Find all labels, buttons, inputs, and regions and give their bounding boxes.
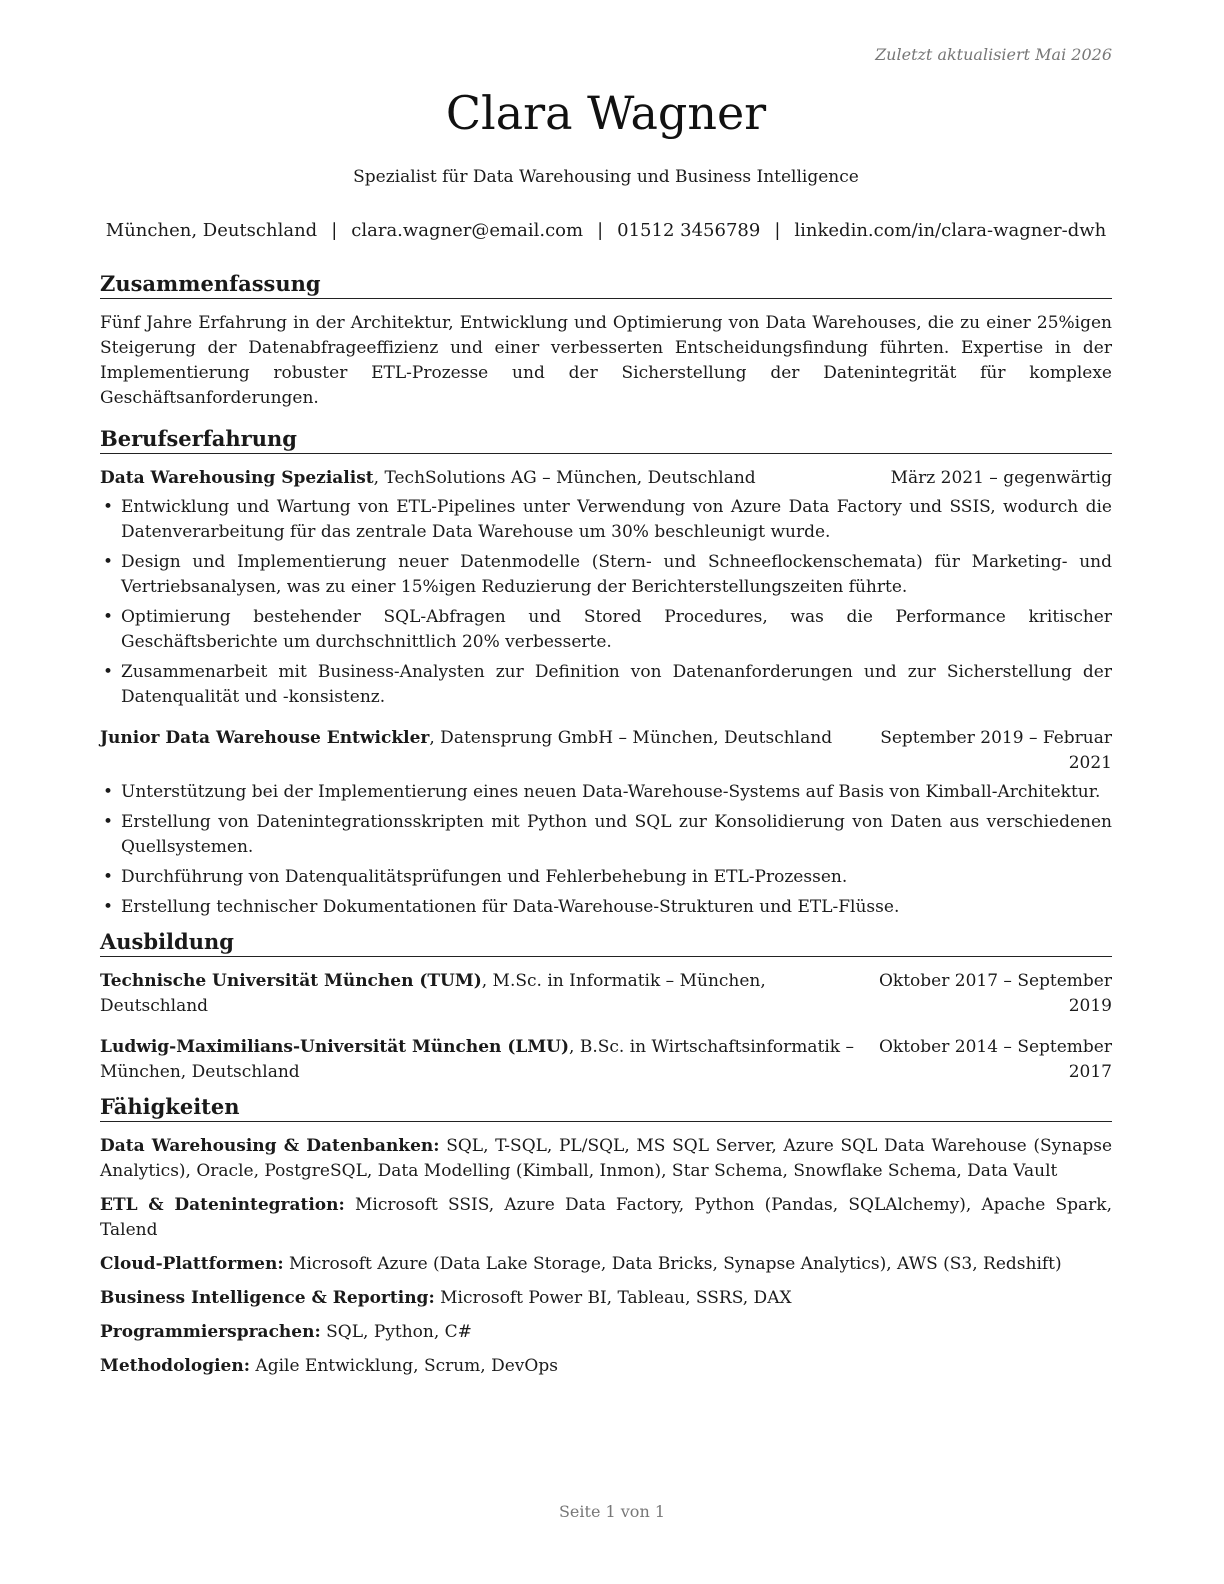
bullet-item (100, 495, 1112, 545)
section-title-education: Ausbildung (100, 928, 1112, 957)
skills-label: Programmiersprachen: (100, 1322, 321, 1342)
skills-line (100, 1286, 1112, 1311)
contact-separator: | (774, 220, 781, 241)
education-entry (100, 969, 1112, 1019)
bullet-icon: • (103, 897, 114, 917)
bullet-icon: • (103, 607, 114, 627)
bullet-text: Unterstützung bei der Implementierung eines neuen Data-Warehouse-Systems auf Basis von Kimball-Architektur. (121, 782, 1101, 802)
contact-location: München, Deutschland (105, 220, 318, 241)
job-bullets (100, 780, 1112, 920)
job-company: , Datensprung GmbH – München, Deutschland (429, 728, 833, 748)
bullet-icon: • (103, 782, 114, 802)
bullet-item (100, 605, 1112, 655)
bullet-item (100, 550, 1112, 600)
contact-email[interactable]: clara.wagner@email.com (351, 220, 584, 241)
section-title-skills: Fähigkeiten (100, 1093, 1112, 1122)
bullet-text: Durchführung von Datenqualitätsprüfungen und Fehlerbehebung in ETL-Prozessen. (121, 867, 848, 887)
skills-line (100, 1354, 1112, 1379)
skills-label: ETL & Datenintegration: (100, 1195, 345, 1215)
bullet-text: Optimierung bestehender SQL-Abfragen und Stored Procedures, was die Performance kritischer Geschäftsberichte um durchschnittlich 20% verbesserte. (121, 607, 1112, 652)
bullet-item (100, 895, 1112, 920)
contact-separator: | (331, 220, 338, 241)
bullet-item (100, 810, 1112, 860)
skills-value: Microsoft Azure (Data Lake Storage, Data Bricks, Synapse Analytics), AWS (S3, Redshift) (283, 1254, 1062, 1274)
education-entry (100, 1035, 1112, 1085)
education-section (100, 928, 1112, 1085)
bullet-text: Erstellung technischer Dokumentationen für Data-Warehouse-Strukturen und ETL-Flüsse. (121, 897, 900, 917)
bullet-text: Erstellung von Datenintegrationsskripten mit Python und SQL zur Konsolidierung von Daten aus verschiedenen Quellsystemen. (121, 812, 1112, 857)
page-number: Seite 1 von 1 (558, 1502, 666, 1521)
skills-value: SQL, Python, C# (320, 1322, 472, 1342)
job-role: Data Warehousing Spezialist (100, 468, 374, 488)
job-entry (100, 726, 1112, 920)
candidate-title: Spezialist für Data Warehousing und Business Intelligence (353, 167, 859, 187)
job-entry (100, 466, 1112, 710)
job-title-line (100, 466, 872, 491)
skills-value: Microsoft SSIS, Azure Data Factory, Python (Pandas, SQLAlchemy), Apache Spark, Talend (100, 1195, 1112, 1240)
bullet-icon: • (103, 662, 114, 682)
last-updated-note: Zuletzt aktualisiert Mai 2026 (875, 45, 1112, 64)
skills-value: Microsoft Power BI, Tableau, SSRS, DAX (434, 1288, 792, 1308)
bullet-item (100, 660, 1112, 710)
bullet-text: Design und Implementierung neuer Datenmodelle (Stern- und Schneeflockenschemata) für Marketing- und Vertriebsanalysen, was zu einer 15%igen Reduzierung der Berichterstellungszeiten führte. (121, 552, 1112, 597)
bullet-icon: • (103, 552, 114, 572)
education-school: Technische Universität München (TUM) (100, 971, 482, 991)
skills-line (100, 1252, 1112, 1277)
skills-label: Business Intelligence & Reporting: (100, 1288, 435, 1308)
contact-linkedin[interactable]: linkedin.com/in/clara-wagner-dwh (794, 220, 1107, 241)
summary-text: Fünf Jahre Erfahrung in der Architektur, Entwicklung und Optimierung von Data Warehouses, die zu einer 25%igen Steigerung der Datenabfrageeffizienz und einer verbesserten Entscheidungsfindung führten. Expertise in der Implementierung robuster ETL-Prozesse und der Sicherstellung der Datenintegrität für komplexe Geschäftsanforderungen. (100, 313, 1112, 408)
job-role: Junior Data Warehouse Entwickler (100, 728, 430, 748)
skills-line (100, 1320, 1112, 1345)
education-header (100, 1035, 1112, 1085)
skills-label: Cloud-Plattformen: (100, 1254, 284, 1274)
skills-section (100, 1093, 1112, 1379)
job-dates: März 2021 – gegenwärtig (890, 468, 1112, 488)
contact-separator: | (597, 220, 604, 241)
contact-phone: 01512 3456789 (617, 220, 761, 241)
job-title-line (100, 726, 872, 776)
bullet-text: Zusammenarbeit mit Business-Analysten zur Definition von Datenanforderungen und zur Sicherstellung der Datenqualität und -konsistenz. (121, 662, 1112, 707)
section-title-summary: Zusammenfassung (100, 270, 1112, 299)
resume-content (100, 270, 1112, 1388)
skills-line (100, 1134, 1112, 1184)
candidate-name: Clara Wagner (445, 86, 767, 140)
bullet-icon: • (103, 867, 114, 887)
job-bullets (100, 495, 1112, 710)
experience-section (100, 425, 1112, 920)
summary-section (100, 270, 1112, 411)
skills-value: Agile Entwicklung, Scrum, DevOps (250, 1356, 558, 1376)
skills-label: Methodologien: (100, 1356, 251, 1376)
education-dates: Oktober 2014 – September 2017 (878, 1037, 1112, 1082)
job-header (100, 726, 1112, 776)
contact-line (100, 220, 1112, 241)
education-title-line (100, 1035, 872, 1085)
bullet-icon: • (103, 497, 114, 517)
skills-line (100, 1193, 1112, 1243)
education-school: Ludwig-Maximilians-Universität München (LMU) (100, 1037, 570, 1057)
education-detail: , B.Sc. in Wirtschaftsinformatik – München, Deutschland (100, 1037, 854, 1082)
bullet-icon: • (103, 812, 114, 832)
education-title-line (100, 969, 872, 1019)
bullet-item (100, 865, 1112, 890)
education-dates: Oktober 2017 – September 2019 (878, 971, 1112, 1016)
education-header (100, 969, 1112, 1019)
job-header (100, 466, 1112, 491)
education-detail: , M.Sc. in Informatik – München, Deutschland (100, 971, 766, 1016)
bullet-text: Entwicklung und Wartung von ETL-Pipelines unter Verwendung von Azure Data Factory und SSIS, wodurch die Datenverarbeitung für das zentrale Data Warehouse um 30% beschleunigt wurde. (121, 497, 1112, 542)
job-dates: September 2019 – Februar 2021 (880, 728, 1112, 773)
job-company: , TechSolutions AG – München, Deutschland (373, 468, 756, 488)
section-title-experience: Berufserfahrung (100, 425, 1112, 454)
skills-value: SQL, T-SQL, PL/SQL, MS SQL Server, Azure SQL Data Warehouse (Synapse Analytics), Oracle, PostgreSQL, Data Modelling (Kimball, Inmon), Star Schema, Snowflake Schema, Data Vault (100, 1136, 1112, 1181)
bullet-item (100, 780, 1112, 805)
skills-label: Data Warehousing & Datenbanken: (100, 1136, 440, 1156)
